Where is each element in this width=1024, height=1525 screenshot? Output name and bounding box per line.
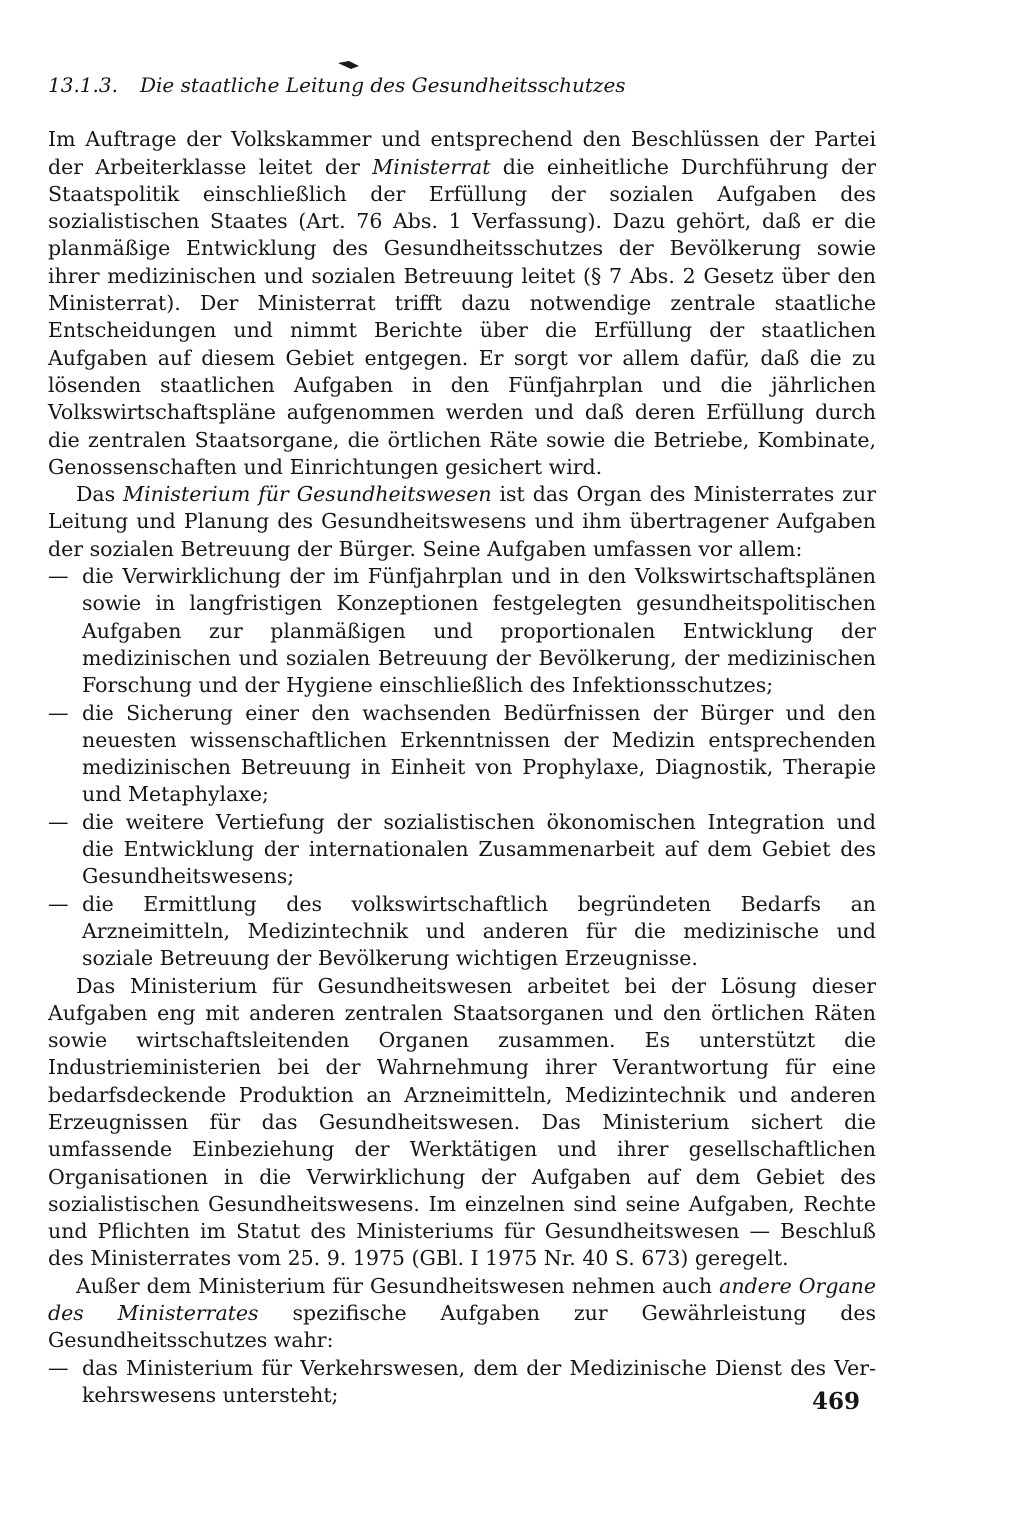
list-item xyxy=(48,891,876,973)
list-item-text: die weitere Vertiefung der sozialistischen ökonomischen Integration und die Entwicklung der internationalen Zusammenarbeit auf dem Gebiet des Gesundheitswesens; xyxy=(82,809,876,889)
dash-marker: — xyxy=(48,700,69,725)
paragraph-andere-organe xyxy=(48,1273,876,1355)
list-item-text: das Ministerium für Verkehrswesen, dem der Medizinische Dienst des Verkehrswesens untersteht; xyxy=(82,1355,876,1407)
paragraph-ministerium xyxy=(48,481,876,563)
page-number: 469 xyxy=(812,1388,861,1415)
list-item xyxy=(48,563,876,699)
section-title: Die staatliche Leitung des Gesundheitsschutzes xyxy=(140,73,626,97)
paragraph-text: die einheitliche Durchführung der Staatspolitik einschließlich der Erfüllung der sozialen Aufgaben des sozialistischen Staates (Art. 76 Abs. 1 Verfassung). Dazu gehört, daß er die planmäßige Entwicklung des Gesundheitsschutzes der Bevölkerung sowie ihrer medizinischen und sozialen Betreuung leitet (§ 7 Abs. 2 Gesetz über den Ministerrat). Der Ministerrat trifft dazu notwendige zentrale staatliche Entscheidungen und nimmt Berichte über die Erfüllung der staatlichen Aufgaben auf diesem Gebiet entgegen. Er sorgt vor allem dafür, daß die zu lösenden staatlichen Aufgaben in den Fünfjahrplan und die jährlichen Volkswirtschaftspläne aufgenommen werden und daß deren Erfüllung durch die zentralen Staatsorgane, die örtlichen Räte sowie die Betriebe, Kombinate, Genossenschaften und Einrichtungen gesichert wird. xyxy=(48,154,877,479)
paragraph-text: ist das Organ des Ministerrates zur Leitung und Planung des Gesundheitswesens und ihm übertragener Aufgaben der sozialen Betreuung der Bürger. Seine Aufgaben umfassen vor allem: xyxy=(48,482,876,561)
paragraph-text: spezifische Aufgaben zur Gewährleistung des Gesundheitsschutzes wahr: xyxy=(48,1301,877,1353)
list-item xyxy=(48,809,876,891)
dash-marker: — xyxy=(48,891,69,916)
book-page xyxy=(48,72,876,1409)
emphasis-ministerium: Ministerium für Gesundheitswesen xyxy=(123,482,492,507)
paragraph-ministerrat xyxy=(48,126,876,481)
paragraph-text: Das xyxy=(76,482,124,507)
dash-marker: — xyxy=(48,1355,69,1380)
dash-marker: — xyxy=(48,809,69,834)
paragraph-text: Im Auftrage der Volkskammer und entsprechend den Beschlüssen der Partei der Arbeiterklasse leitet der xyxy=(48,127,876,179)
list-item-text: die Verwirklichung der im Fünfjahrplan und in den Volkswirtschaftsplänen sowie in langfristigen Konzeptionen festgelegten gesundheitspolitischen Aufgaben zur planmäßigen und proportionalen Entwicklung der medizinischen und sozialen Betreuung der Bevölkerung, der medizinischen Forschung und der Hygiene einschließlich des Infektionsschutzes; xyxy=(82,564,876,698)
task-list xyxy=(48,563,876,972)
section-number: 13.1.3. xyxy=(48,73,118,97)
organ-list xyxy=(48,1355,876,1410)
list-item-text: die Sicherung einer den wachsenden Bedürfnissen der Bürger und den neuesten wissenschaftlichen Erkenntnissen der Medizin entsprechenden medizinischen Betreuung in Einheit von Prophylaxe, Diagnostik, Therapie und Metaphylaxe; xyxy=(82,700,876,807)
list-item xyxy=(48,700,876,809)
paragraph-text: Außer dem Ministerium für Gesundheitswesen nehmen auch xyxy=(76,1273,720,1298)
paragraph-zusammenarbeit: Das Ministerium für Gesundheitswesen arbeitet bei der Lösung dieser Aufgaben eng mit anderen zentralen Staatsorganen und den örtlichen Räten sowie wirtschaftsleitenden Organen zusammen. Es unterstützt die Industrieministerien bei der Wahrnehmung ihrer Verantwortung für eine bedarfsdeckende Produktion an Arzneimitteln, Medizintechnik und anderen Erzeugnissen für das Gesundheitswesen. Das Ministerium sichert die umfassende Einbeziehung der Werktätigen und ihrer gesellschaftlichen Organisationen in die Verwirklichung der Aufgaben auf dem Gebiet des sozialistischen Gesundheitswesens. Im einzelnen sind seine Aufgaben, Rechte und Pflichten im Statut des Ministeriums für Gesundheitswesen — Beschluß des Ministerrates vom 25. 9. 1975 (GBl. I 1975 Nr. 40 S. 673) geregelt. xyxy=(48,973,876,1271)
list-item-text: die Ermittlung des volkswirtschaftlich begründeten Bedarfs an Arzneimitteln, Medizintechnik und anderen für die medizinische und soziale Betreuung der Bevölkerung wichtigen Erzeugnisse. xyxy=(82,891,876,971)
emphasis-ministerrat: Ministerrat xyxy=(372,154,491,179)
list-item xyxy=(48,1355,876,1410)
dash-marker: — xyxy=(48,564,69,589)
emphasis-andere-organe: andere Organe des Ministerrates xyxy=(48,1273,876,1326)
ink-mark xyxy=(337,58,363,72)
section-heading xyxy=(48,72,876,99)
